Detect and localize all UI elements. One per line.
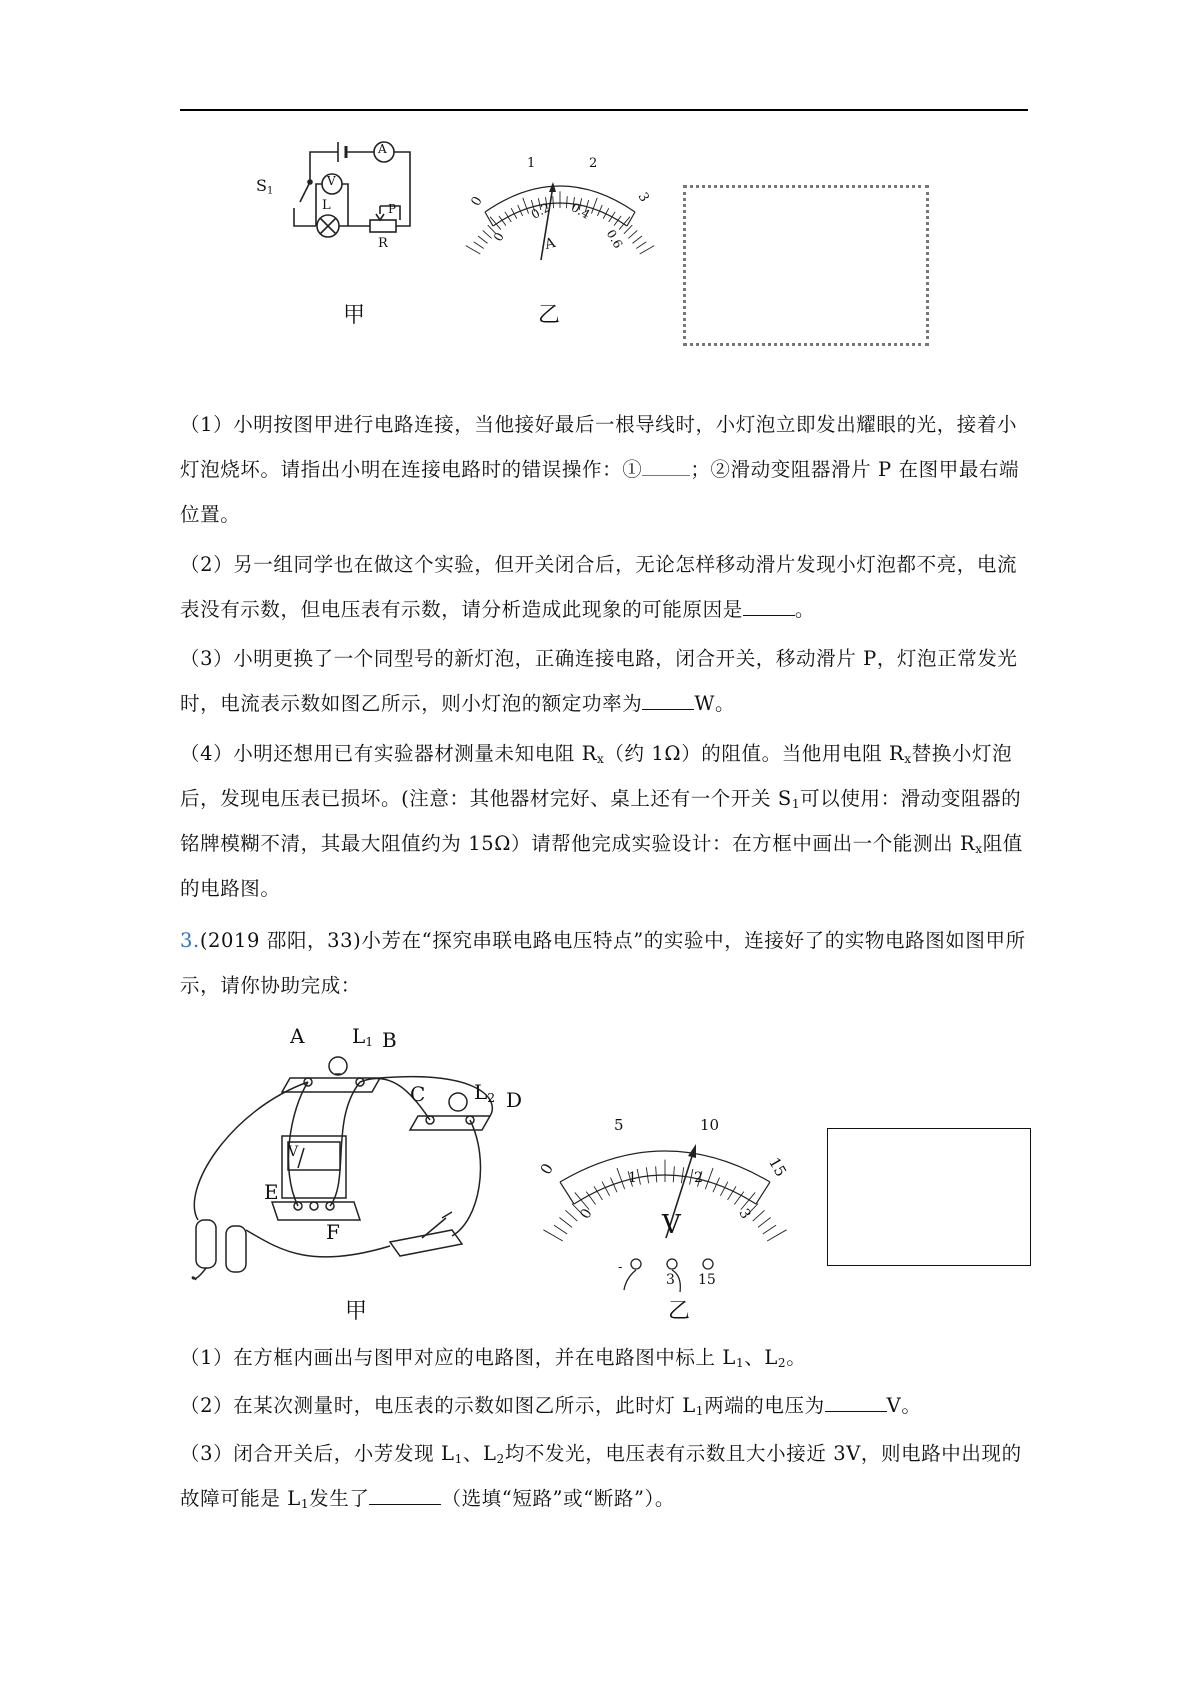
scale-tick	[705, 1168, 713, 1189]
amm-unit: A	[543, 234, 558, 254]
label-C: C	[410, 1082, 426, 1106]
q3-text: （3）小明更换了一个同型号的新灯泡，正确连接电路，闭合开关，移动滑片 P，灯泡正常发光时，电流表示数如图乙所示，则小灯泡的额定功率为	[180, 647, 1018, 715]
label-F: F	[326, 1220, 340, 1244]
caption-yi-1: 乙	[538, 303, 561, 328]
scale-tick	[628, 230, 637, 238]
scale-tick	[656, 1166, 657, 1182]
p3q3-text-b: 、L	[462, 1442, 497, 1465]
amm-top-0: 0	[468, 194, 486, 209]
p3q1-text-a: （1）在方框内画出与图甲对应的电路图，并在电路图中标上 L	[180, 1346, 736, 1369]
amm-top-1: 1	[527, 156, 536, 171]
volt-top-0: 0	[536, 1160, 557, 1178]
q2-blank[interactable]	[743, 596, 795, 617]
q1-text-b: ；②滑动变阻器滑片 P 在图甲最右端位置。	[180, 458, 1020, 526]
scale-tick	[617, 1168, 625, 1189]
label-D: D	[506, 1088, 523, 1112]
answer-box-2	[827, 1128, 1031, 1266]
scale-tick	[554, 1225, 567, 1234]
q4-text-a: （4）小明还想用已有实验器材测量未知电阻 R	[180, 742, 597, 765]
scale-tick	[640, 246, 655, 254]
scale-tick	[553, 196, 554, 208]
scale-tick	[624, 225, 632, 234]
p3q2-text-b: 两端的电压为	[704, 1394, 825, 1417]
p3q3-sub-3: 1	[300, 1497, 310, 1512]
q4-text-b: （约 1Ω）的阻值。当他用电阻 R	[604, 742, 905, 765]
scale-tick	[609, 212, 615, 222]
volt-top-15: 15	[764, 1154, 791, 1180]
volt-bot-0: 0	[577, 1206, 596, 1222]
terminal-neg: -	[618, 1260, 623, 1275]
terminal-3: 3	[666, 1272, 675, 1288]
label-L1-sub: 1	[365, 1034, 374, 1050]
caption-yi-2: 乙	[668, 1299, 691, 1324]
label-L2-sub: 2	[487, 1090, 496, 1106]
q4-text-d: 可以使用：滑动变阻器的铭牌模糊不清，其最大阻值约为 15Ω）请帮他完成实验设计：在方框中画出一个能测出 R	[180, 787, 1022, 855]
ammeter-scale-yi	[465, 150, 655, 270]
p3q1-sub-1: 1	[735, 1356, 745, 1371]
scale-tick	[483, 230, 492, 238]
p3q3-text-e: （选填“短路”或“断路”）。	[441, 1487, 675, 1510]
physical-circuit-jia	[190, 1024, 523, 1290]
amm-top-2: 2	[589, 156, 598, 171]
scale-tick	[632, 236, 641, 243]
problem-3-stem	[180, 918, 1028, 1008]
q4-sub-x3: x	[975, 842, 983, 857]
switch-label: S	[256, 176, 267, 195]
scale-tick	[499, 216, 506, 226]
p3q3-blank[interactable]	[369, 1485, 441, 1506]
header-rule	[180, 109, 1028, 111]
p3-question-2	[180, 1383, 1028, 1428]
slider-label: P	[388, 202, 397, 216]
rheostat-label: R	[378, 236, 388, 251]
volt-top-5: 5	[614, 1116, 624, 1134]
scale-tick	[673, 1166, 674, 1182]
scale-tick	[474, 242, 484, 249]
question-1	[180, 402, 1028, 537]
scale-tick	[681, 1167, 683, 1183]
amm-bot-0: 0	[490, 230, 507, 244]
p3q2-text-a: （2）在某次测量时，电压表的示数如图乙所示，此时灯 L	[180, 1394, 696, 1417]
caption-jia-2: 甲	[345, 1299, 368, 1324]
q2-text: （2）另一组同学也在做这个实验，但开关闭合后，无论怎样移动滑片发现小灯泡都不亮，电流表没有示数，但电压表有示数，请分析造成此现象的可能原因是	[180, 553, 1018, 621]
amm-bot-2: 0.4	[568, 200, 593, 222]
q4-sub-1: 1	[791, 797, 801, 812]
scale-tick	[763, 1225, 776, 1234]
volt-bot-1: 1	[628, 1170, 637, 1186]
problem-3-stem-text: (2019 邵阳，33)小芳在“探究串联电路电压特点”的实验中，连接好了的实物电路图如图甲所示，请你协助完成：	[180, 929, 1026, 997]
scale-tick	[559, 1218, 572, 1228]
question-2	[180, 542, 1028, 632]
answer-box-1	[683, 185, 929, 346]
volt-bot-3: 3	[735, 1206, 754, 1222]
q4-sub-x2: x	[904, 752, 912, 767]
ammeter-label: A	[378, 142, 387, 156]
scale-tick	[523, 198, 529, 214]
scale-tick	[505, 212, 511, 222]
p3q3-sub-2: 2	[496, 1452, 505, 1467]
label-V: V	[288, 1144, 299, 1160]
p3q1-text-b: 、L	[744, 1346, 778, 1369]
q1-text-a: （1）小明按图甲进行电路连接，当他接好最后一根导线时，小灯泡立即发出耀眼的光，接着小灯泡烧坏。请指出小明在连接电路时的错误操作：①	[180, 413, 1018, 481]
q3-blank[interactable]	[642, 690, 694, 711]
q1-blank[interactable]	[642, 456, 690, 477]
scale-tick	[478, 236, 487, 243]
problem-3-number[interactable]: 3.	[180, 929, 200, 952]
p3-question-3	[180, 1431, 1028, 1521]
scale-tick	[565, 1210, 577, 1221]
question-4	[180, 731, 1028, 911]
amm-bot-1: 0.2	[528, 200, 553, 222]
p3q3-text-d: 发生了	[309, 1487, 370, 1510]
scale-tick	[646, 1167, 648, 1183]
volt-unit: V	[662, 1210, 681, 1240]
question-3	[180, 636, 1028, 726]
p3q1-sub-2: 2	[777, 1356, 787, 1371]
amm-top-3: 3	[634, 190, 652, 205]
q2-end: 。	[794, 598, 815, 621]
circuit-diagram-jia	[256, 140, 460, 270]
scale-tick	[767, 1230, 786, 1241]
q3-end: W。	[694, 692, 736, 715]
p3q3-text-c: 均不发光，电压表有示数且大小接近 3V，则电路中出现的故障可能是 L	[180, 1442, 1022, 1510]
p3q2-blank[interactable]	[825, 1392, 887, 1413]
q4-sub-x1: x	[597, 752, 605, 767]
amm-bot-3: 0.6	[603, 227, 626, 251]
volt-top-10: 10	[700, 1116, 720, 1134]
scale-tick	[636, 242, 646, 249]
p3-question-1	[180, 1335, 1028, 1380]
label-A: A	[290, 1024, 305, 1048]
lamp-label: L	[322, 198, 331, 213]
scale-tick	[466, 246, 481, 254]
voltmeter-label: V	[327, 174, 336, 188]
p3q2-sub-1: 1	[695, 1404, 705, 1419]
voltmeter-scale-yi	[536, 1100, 791, 1300]
p3q3-text-a: （3）闭合开关后，小芳发现 L	[180, 1442, 455, 1465]
p3q2-text-c: V。	[886, 1394, 922, 1417]
q4-text-e: 阻值的电路图。	[180, 832, 1023, 900]
scale-tick	[543, 1230, 562, 1241]
scale-tick	[614, 216, 621, 226]
label-E: E	[264, 1180, 279, 1204]
terminal-15: 15	[698, 1272, 716, 1288]
switch-label-sub: 1	[266, 185, 274, 197]
q4-text-c: 替换小灯泡后，发现电压表已损坏。(注意：其他器材完好、桌上还有一个开关 S	[180, 742, 1013, 810]
scale-tick	[753, 1210, 765, 1221]
scale-tick	[591, 198, 597, 214]
label-L1: L	[352, 1024, 366, 1048]
scale-tick	[594, 1186, 602, 1200]
scale-tick	[728, 1186, 736, 1200]
label-B: B	[382, 1028, 397, 1052]
p3q3-sub-1: 1	[454, 1452, 463, 1467]
p3q1-text-c: 。	[786, 1346, 807, 1369]
scale-tick	[758, 1218, 771, 1228]
scale-tick	[566, 196, 567, 208]
label-L2: L	[474, 1080, 488, 1104]
caption-jia-1: 甲	[343, 303, 366, 328]
volt-bot-2: 2	[694, 1170, 703, 1186]
